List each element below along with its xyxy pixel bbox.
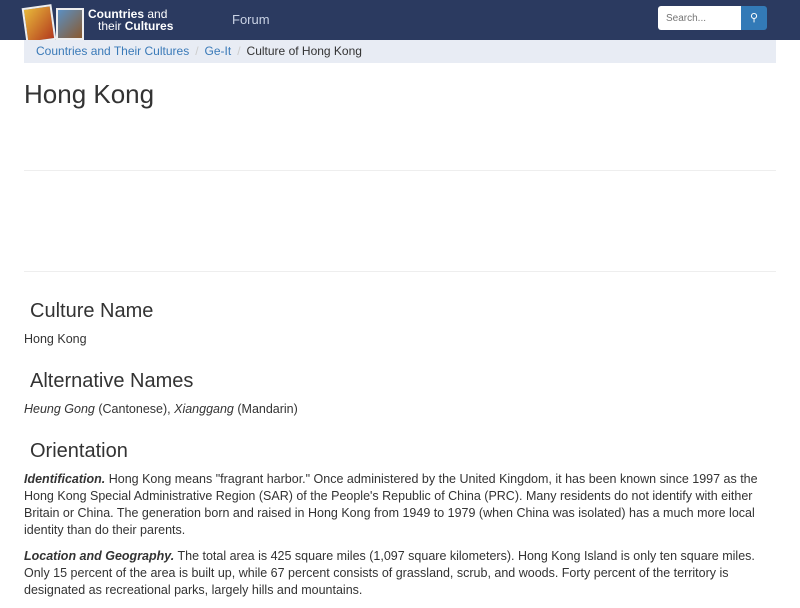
nav-forum-link[interactable]: Forum: [232, 12, 270, 27]
logo-word: Cultures: [124, 19, 174, 33]
logo-image-statue: [56, 8, 84, 40]
article-content: [24, 300, 776, 608]
search-icon: ⚲: [749, 12, 759, 24]
paragraph-text: Hong Kong means "fragrant harbor." Once administered by the United Kingdom, it has been known since 1997 as the Hong Kong Special Administrative Region (SAR) of the People's Republic of China (PRC). Many residents do not identify with either Britain or China. The generation born and raised in Hong Kong from 1949 to 1979 (when China was isolated) has a much more local identity than do their parents.: [24, 472, 758, 537]
alt-name-note: (Mandarin): [233, 402, 298, 416]
alt-name: Xianggang: [174, 402, 234, 416]
paragraph-label: Location and Geography.: [24, 549, 175, 563]
logo-text: [88, 8, 173, 32]
search-input[interactable]: [658, 6, 741, 30]
divider: [24, 271, 776, 272]
top-navbar: [0, 0, 800, 40]
breadcrumb: Countries and Their Cultures / Ge-It / Culture of Hong Kong: [24, 40, 776, 63]
logo-word: Countries: [88, 7, 145, 21]
divider: [24, 170, 776, 171]
logo-word: their: [98, 19, 125, 33]
section-heading: Alternative Names: [30, 370, 194, 392]
alt-name-note: (Cantonese),: [94, 402, 175, 416]
paragraph-text: The total area is 425 square miles (1,097 square kilometers). Hong Kong Island is only ten square miles. Only 15 percent of the area is built up, while 67 percent consists of grassland, scrub, and woods. Forty percent of the territory is designated as recreational parks, largely hills and mountains.: [24, 549, 755, 597]
site-logo[interactable]: [22, 4, 222, 44]
paragraph-label: Identification.: [24, 472, 106, 486]
paragraph-location: [24, 548, 776, 599]
page-title: Hong Kong: [24, 79, 155, 109]
breadcrumb-link[interactable]: Countries and Their Cultures: [36, 44, 190, 58]
section-heading: Culture Name: [30, 300, 154, 322]
paragraph-identification: [24, 471, 776, 539]
section-heading: Orientation: [30, 440, 128, 462]
breadcrumb-current: Culture of Hong Kong: [246, 44, 362, 58]
logo-image-dragon: [22, 4, 57, 44]
search-button[interactable]: [741, 6, 767, 30]
alternative-names-text: [24, 401, 776, 418]
culture-name-text: Hong Kong: [24, 332, 87, 346]
logo-word: and: [144, 7, 168, 21]
breadcrumb-link[interactable]: Ge-It: [204, 44, 232, 58]
alt-name: Heung Gong: [24, 402, 95, 416]
